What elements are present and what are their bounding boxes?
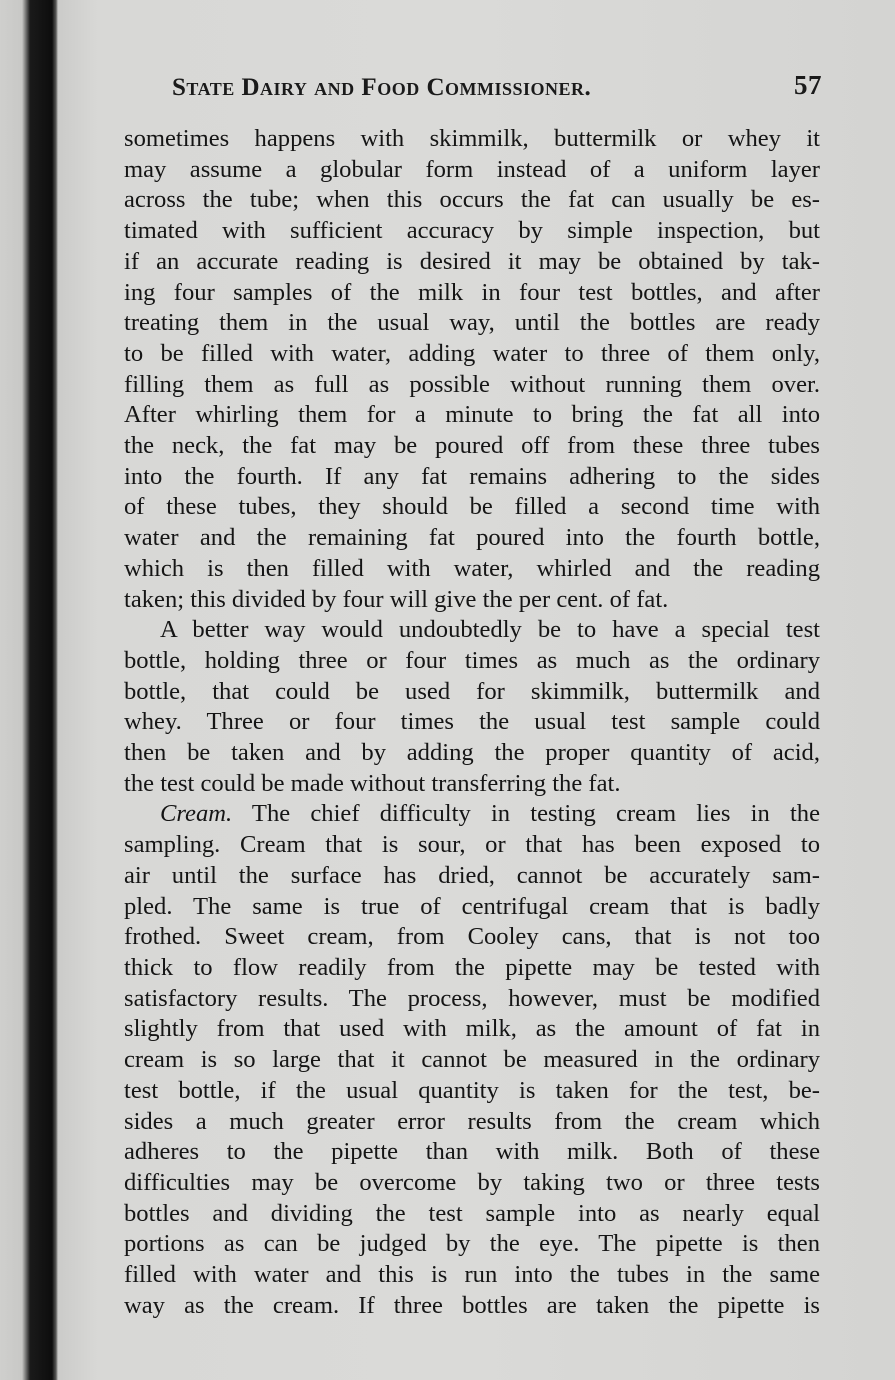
book-spine-shadow bbox=[0, 0, 58, 1380]
text-line: then be taken and by adding the proper quantity of acid, bbox=[124, 739, 820, 767]
paragraph-3 bbox=[124, 799, 820, 1321]
text-line: into the fourth. If any fat remains adhering to the sides bbox=[124, 462, 820, 490]
text-line: sampling. Cream that is sour, or that has been exposed to bbox=[124, 831, 820, 859]
text-line: filled with water and this is run into the tubes in the same bbox=[124, 1261, 820, 1289]
text-line: way as the cream. If three bottles are taken the pipette is bbox=[124, 1291, 820, 1319]
paragraph-1 bbox=[124, 124, 820, 615]
text-line: sometimes happens with skimmilk, buttermilk or whey it bbox=[124, 125, 820, 152]
text-line: difficulties may be overcome by taking two or three tests bbox=[124, 1168, 820, 1196]
text-line: to be filled with water, adding water to three of them only, bbox=[124, 339, 820, 367]
text-line: across the tube; when this occurs the fat can usually be es- bbox=[124, 186, 820, 214]
section-lead-cream: Cream. bbox=[160, 800, 233, 828]
text-line: the neck, the fat may be poured off from these three tubes bbox=[124, 432, 820, 460]
body-text bbox=[124, 124, 820, 1321]
text-line: adheres to the pipette than with milk. Both of these bbox=[124, 1138, 820, 1166]
text-line: portions as can be judged by the eye. The pipette is then bbox=[124, 1230, 820, 1258]
text-line: thick to flow readily from the pipette may be tested with bbox=[124, 953, 820, 981]
text-line: test bottle, if the usual quantity is taken for the test, be- bbox=[124, 1076, 820, 1104]
text-line: treating them in the usual way, until the bottles are ready bbox=[124, 309, 820, 337]
text-line: which is then filled with water, whirled and the reading bbox=[124, 554, 820, 582]
running-title: State Dairy and Food Commissioner. bbox=[172, 74, 592, 101]
page-number: 57 bbox=[794, 70, 822, 100]
text-line: satisfactory results. The process, however, must be modified bbox=[124, 984, 820, 1012]
text-line: air until the surface has dried, cannot be accurately sam- bbox=[124, 861, 820, 889]
text-line: After whirling them for a minute to bring the fat all into bbox=[124, 401, 820, 429]
text-line: pled. The same is true of centrifugal cream that is badly bbox=[124, 892, 820, 920]
text-line-rest: The chief difficulty in testing cream lies in the bbox=[232, 800, 820, 828]
text-line: bottles and dividing the test sample into as nearly equal bbox=[124, 1199, 820, 1227]
text-line: sides a much greater error results from the cream which bbox=[124, 1107, 820, 1135]
text-line: timated with sufficient accuracy by simple inspection, but bbox=[124, 217, 820, 245]
text-line: A better way would undoubtedly be to have a special test bbox=[160, 616, 820, 644]
text-line: filling them as full as possible without running them over. bbox=[124, 370, 820, 398]
paragraph-2 bbox=[124, 615, 820, 799]
text-line: slightly from that used with milk, as the amount of fat in bbox=[124, 1015, 820, 1043]
text-line: may assume a globular form instead of a uniform layer bbox=[124, 155, 820, 183]
text-line: water and the remaining fat poured into the fourth bottle, bbox=[124, 524, 820, 552]
text-line: of these tubes, they should be filled a second time with bbox=[124, 493, 820, 521]
text-line: taken; this divided by four will give the per cent. of fat. bbox=[124, 585, 669, 613]
text-line: frothed. Sweet cream, from Cooley cans, that is not too bbox=[124, 923, 820, 951]
text-line: ing four samples of the milk in four test bottles, and after bbox=[124, 278, 820, 306]
text-line bbox=[124, 799, 820, 830]
text-line: the test could be made without transferring the fat. bbox=[124, 769, 621, 797]
text-line: cream is so large that it cannot be measured in the ordinary bbox=[124, 1046, 820, 1074]
text-line: bottle, holding three or four times as much as the ordinary bbox=[124, 646, 820, 674]
running-header bbox=[172, 70, 822, 102]
text-line: if an accurate reading is desired it may be obtained by tak- bbox=[124, 247, 820, 275]
text-line: bottle, that could be used for skimmilk, buttermilk and bbox=[124, 677, 820, 705]
text-line: whey. Three or four times the usual test sample could bbox=[124, 708, 820, 736]
